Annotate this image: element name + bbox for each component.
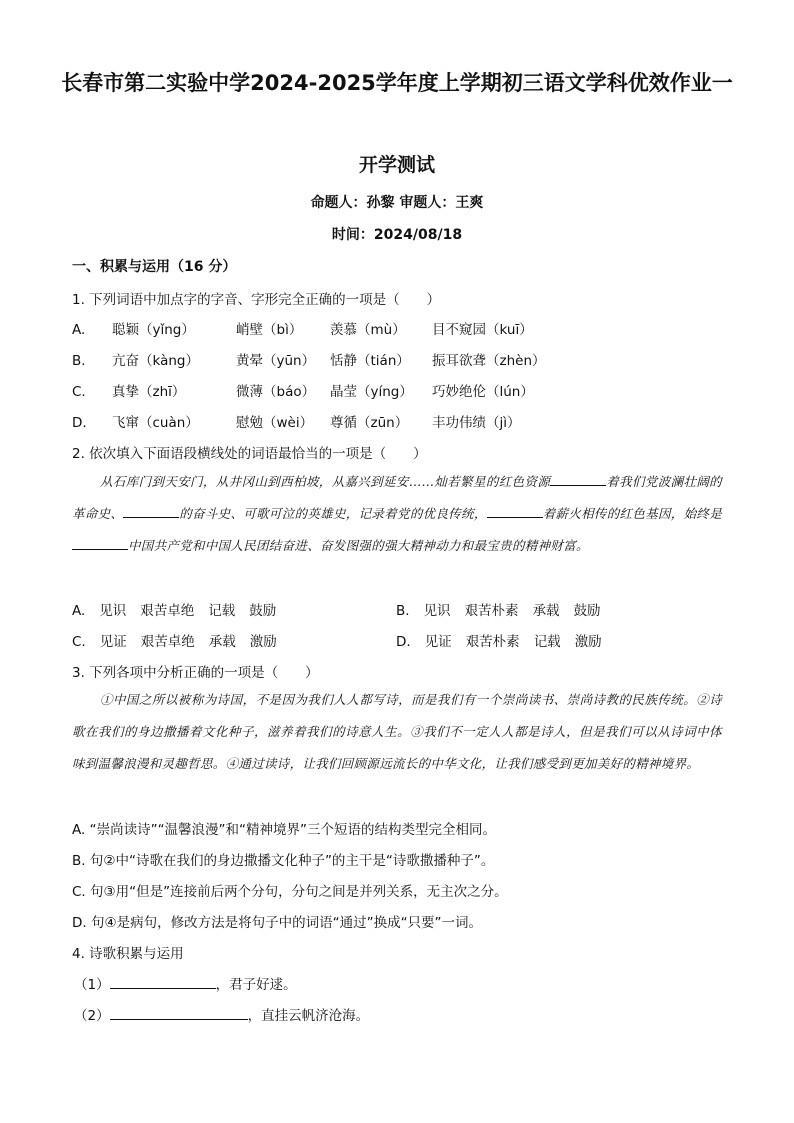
option-label: D. (396, 634, 411, 650)
fill-blank (123, 504, 179, 518)
page-subtitle: 开学测试 (358, 154, 435, 176)
option-word: 承载 (208, 634, 236, 650)
section-heading: 一、积累与运用（16 分） (72, 259, 237, 275)
fill-blank (110, 1006, 248, 1020)
q3-option-b: B. 句②中“诗歌在我们的身边撒播文化种子”的主干是“诗歌撒播种子”。 (72, 853, 495, 869)
q2-option-d (396, 630, 616, 650)
option-word: 艰苦朴素 (464, 603, 519, 619)
fill-blank (487, 504, 543, 518)
option-item: 尊循（zūn） (330, 415, 409, 431)
fill-blank (550, 472, 606, 486)
option-label: A. (72, 322, 86, 338)
option-word: 记载 (533, 634, 561, 650)
q2-option-a (72, 599, 290, 619)
question-2-stem: 2. 依次填入下面语段横线处的词语最恰当的一项是（ ） (72, 446, 427, 462)
fill-blank (110, 975, 216, 989)
q3-option-d: D. 句④是病句，修改方法是将句子中的词语“通过”换成“只要”一词。 (72, 915, 483, 931)
option-word: 见识 (423, 603, 451, 619)
option-item: 慰勉（wèi） (236, 415, 314, 431)
option-word: 激励 (249, 634, 277, 650)
question-2-passage (72, 466, 722, 562)
option-word: 记载 (208, 603, 236, 619)
question-1-stem: 1. 下列词语中加点字的字音、字形完全正确的一项是（ ） (72, 292, 441, 308)
q3-option-c: C. 句③用“但是”连接前后两个分句，分句之间是并列关系，无主次之分。 (72, 884, 508, 900)
q1-option-a (72, 318, 572, 338)
question-3-passage (72, 684, 722, 780)
option-item: 振耳欲聋（zhèn） (432, 353, 546, 369)
passage-text: ①中国之所以被称为诗国，不是因为我们人人都写诗，而是我们有一个崇尚读书、崇尚诗教的民族传统。②诗歌在我们的身边撒播着文化种子，滋养着我们的诗意人生。③我们不一定人人都是诗人，但是我们可以从诗词中体味到温馨浪漫和灵趣哲思。④通过读诗，让我们回顾源远流长的中华文化，让我们感受到更加美好的精神境界。 (72, 692, 722, 771)
q2-option-b (396, 599, 615, 619)
authors-line: 命题人：孙黎 审题人：王爽 (310, 195, 484, 211)
page-title: 长春市第二实验中学2024-2025学年度上学期初三语文学科优效作业一 (61, 71, 733, 95)
item-number: （1） (74, 977, 110, 993)
option-label: B. (396, 603, 410, 619)
option-item: 微薄（báo） (236, 384, 316, 400)
option-word: 艰苦卓绝 (140, 603, 195, 619)
item-text: ，君子好逑。 (215, 977, 297, 993)
option-item: 羡慕（mù） (330, 322, 406, 338)
option-label: B. (72, 353, 86, 369)
option-label: C. (72, 634, 86, 650)
option-item: 恬静（tián） (330, 353, 410, 369)
passage-text: 从石库门到天安门，从井冈山到西柏坡，从嘉兴到延安……灿若繁星的红色资源 (100, 474, 551, 489)
option-item: 聪颖（yǐng） (112, 322, 195, 338)
q4-item-2 (74, 1004, 369, 1024)
option-word: 艰苦卓绝 (140, 634, 195, 650)
option-label: C. (72, 384, 86, 400)
option-item: 目不窥园（kuī） (432, 322, 533, 338)
option-word: 激励 (574, 634, 602, 650)
option-word: 见识 (99, 603, 127, 619)
option-item: 峭壁（bì） (236, 322, 303, 338)
date-line: 时间：2024/08/18 (331, 227, 463, 243)
item-text: ，直挂云帆济沧海。 (247, 1008, 370, 1024)
q3-option-a: A. “崇尚读诗”“温馨浪漫”和“精神境界”三个短语的结构类型完全相同。 (72, 822, 497, 838)
option-word: 艰苦朴素 (465, 634, 520, 650)
option-item: 黄晕（yūn） (236, 353, 316, 369)
question-3-stem: 3. 下列各项中分析正确的一项是（ ） (72, 665, 319, 681)
option-item: 巧妙绝伦（lún） (432, 384, 534, 400)
option-item: 飞窜（cuàn） (112, 415, 199, 431)
q4-item-1 (74, 973, 297, 993)
option-item: 真挚（zhī） (112, 384, 186, 400)
option-word: 承载 (532, 603, 560, 619)
fill-blank (72, 536, 128, 550)
option-item: 亢奋（kàng） (112, 353, 199, 369)
q1-option-d (72, 411, 572, 431)
q1-option-b (72, 349, 572, 369)
q1-option-c (72, 380, 572, 400)
option-item: 晶莹（yíng） (330, 384, 413, 400)
option-word: 鼓励 (573, 603, 601, 619)
passage-text: 中国共产党和中国人民团结奋进、奋发图强的强大精神动力和最宝贵的精神财富。 (128, 538, 589, 553)
option-word: 见证 (99, 634, 127, 650)
question-4-stem: 4. 诗歌积累与运用 (72, 946, 184, 962)
option-word: 见证 (424, 634, 452, 650)
item-number: （2） (74, 1008, 110, 1024)
option-label: D. (72, 415, 87, 431)
option-label: A. (72, 603, 86, 619)
passage-text: 着薪火相传的红色基因，始终是 (542, 506, 723, 521)
q2-option-c (72, 630, 291, 650)
option-word: 鼓励 (249, 603, 277, 619)
option-item: 丰功伟绩（jì） (432, 415, 521, 431)
passage-text: 着我们党波澜壮阔的革命史、 (72, 474, 722, 521)
passage-text: 的奋斗史、可歌可泣的英雄史，记录着党的优良传统， (179, 506, 487, 521)
